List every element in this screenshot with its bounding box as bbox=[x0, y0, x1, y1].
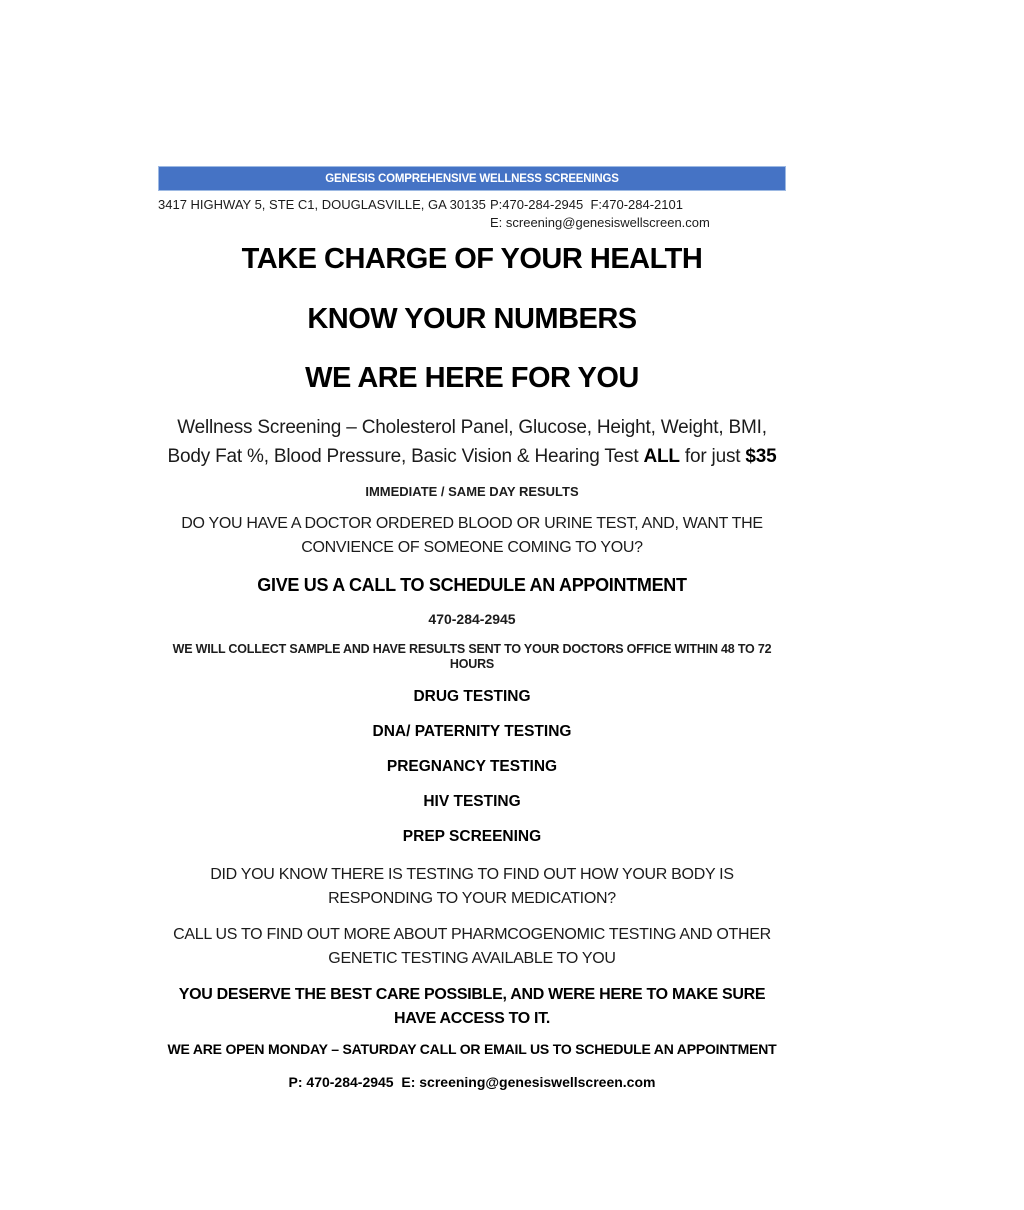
headline-take-charge: TAKE CHARGE OF YOUR HEALTH bbox=[241, 243, 703, 275]
offer-description: Wellness Screening – Cholesterol Panel, Glucose, Height, Weight, BMI, Body Fat %, Blood Pressure, Basic Vision & Hearing Test bbox=[167, 417, 767, 467]
sample-turnaround-note: WE WILL COLLECT SAMPLE AND HAVE RESULTS SENT TO YOUR DOCTORS OFFICE WITHIN 48 TO 72 HOURS bbox=[172, 642, 772, 671]
same-day-results-note: IMMEDIATE / SAME DAY RESULTS bbox=[365, 484, 579, 499]
service-item-prep: PREP SCREENING bbox=[402, 828, 542, 845]
service-item-hiv: HIV TESTING bbox=[423, 793, 521, 810]
email-line: E: screening@genesiswellscreen.com bbox=[490, 215, 710, 230]
company-banner bbox=[158, 166, 786, 191]
schedule-appointment-cta: GIVE US A CALL TO SCHEDULE AN APPOINTMENT bbox=[257, 575, 687, 595]
services-list bbox=[158, 687, 786, 846]
open-hours-line: WE ARE OPEN MONDAY – SATURDAY CALL OR EMAIL US TO SCHEDULE AN APPOINTMENT bbox=[167, 1041, 777, 1057]
company-name: GENESIS COMPREHENSIVE WELLNESS SCREENINGS bbox=[325, 172, 619, 185]
contact-header bbox=[158, 196, 786, 232]
flyer-document bbox=[158, 166, 786, 1091]
footer-phone-email: P: 470-284-2945 E: screening@genesiswellscreen.com bbox=[288, 1074, 656, 1090]
headline-here-for-you: WE ARE HERE FOR YOU bbox=[305, 362, 639, 394]
mobile-collection-question: DO YOU HAVE A DOCTOR ORDERED BLOOD OR URINE TEST, AND, WANT THE CONVIENCE OF SOMEONE COMING TO YOU? bbox=[181, 515, 763, 556]
service-item-pregnancy: PREGNANCY TESTING bbox=[386, 758, 558, 775]
pharmacogenomic-info: CALL US TO FIND OUT MORE ABOUT PHARMCOGENOMIC TESTING AND OTHER GENETIC TESTING AVAILABLE TO YOU bbox=[173, 926, 771, 967]
phone-fax-line: P:470-284-2945 F:470-284-2101 bbox=[490, 197, 683, 212]
medication-response-question: DID YOU KNOW THERE IS TESTING TO FIND OUT HOW YOUR BODY IS RESPONDING TO YOUR MEDICATION? bbox=[210, 866, 734, 907]
phone-number: 470-284-2945 bbox=[428, 611, 516, 627]
best-care-promise: YOU DESERVE THE BEST CARE POSSIBLE, AND WERE HERE TO MAKE SURE HAVE ACCESS TO IT. bbox=[178, 986, 766, 1027]
headline-know-numbers: KNOW YOUR NUMBERS bbox=[307, 303, 637, 335]
wellness-offer-paragraph bbox=[158, 413, 786, 471]
offer-all-emphasis: ALL bbox=[643, 446, 680, 467]
service-item-dna-paternity: DNA/ PATERNITY TESTING bbox=[372, 723, 572, 740]
service-item-drug-testing: DRUG TESTING bbox=[413, 688, 531, 705]
street-address: 3417 HIGHWAY 5, STE C1, DOUGLASVILLE, GA 30135 bbox=[158, 197, 486, 212]
offer-price: $35 bbox=[745, 446, 777, 467]
offer-connector: for just bbox=[679, 446, 746, 467]
phone-email-block bbox=[490, 196, 710, 232]
